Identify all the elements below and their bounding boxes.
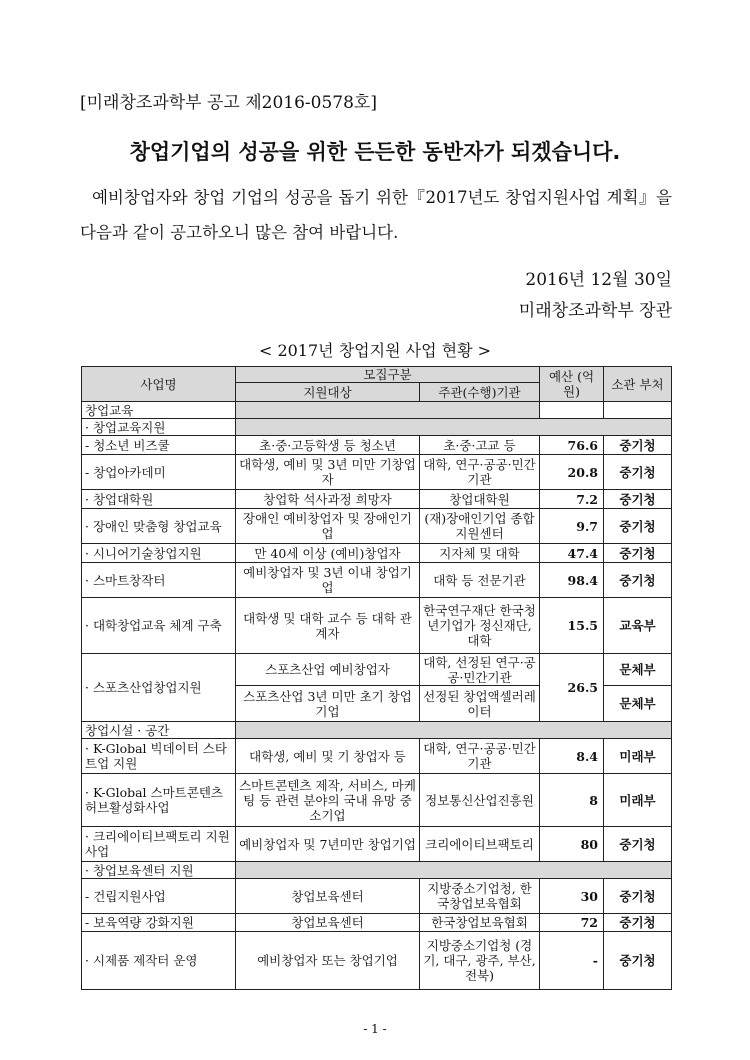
category-row [82, 722, 672, 739]
budget-cell: 76.6 [540, 436, 604, 455]
subcategory-row [82, 419, 672, 436]
header-budget: 예산 (억원) [540, 367, 604, 402]
table-row [82, 932, 672, 990]
budget-cell: 98.4 [540, 563, 604, 598]
table-row [82, 914, 672, 932]
table-row [82, 509, 672, 544]
dept-cell: 중기청 [604, 827, 672, 862]
program-name: · 대학창업교육 체계 구축 [82, 598, 236, 654]
agency-cell: 정보통신산업진흥원 [420, 774, 540, 827]
budget-cell: 20.8 [540, 455, 604, 490]
budget-cell: 15.5 [540, 598, 604, 654]
dept-cell: 문체부 [604, 654, 672, 686]
budget-cell: 30 [540, 879, 604, 914]
header-agency: 주관(수행)기관 [420, 383, 540, 402]
dept-cell: 중기청 [604, 544, 672, 563]
agency-cell: 대학, 연구·공공·민간기관 [420, 455, 540, 490]
dept-cell: 문체부 [604, 686, 672, 722]
agency-cell: 창업대학원 [420, 490, 540, 509]
dept-cell: 중기청 [604, 914, 672, 932]
header-program: 사업명 [82, 367, 236, 402]
intro-paragraph: 예비창업자와 창업 기업의 성공을 돕기 위한『2017년도 창업지원사업 계획』을 다음과 같이 공고하오니 많은 참여 바랍니다. [80, 188, 672, 242]
minister-signature: 미래창조과학부 장관 [518, 301, 672, 321]
agency-cell: 대학, 선정된 연구·공공·민간기관 [420, 654, 540, 686]
subcategory-label: · 창업교육지원 [82, 419, 236, 436]
program-name: - 청소년 비즈쿨 [82, 436, 236, 455]
target-cell: 대학생, 예비 및 3년 미만 기창업자 [236, 455, 420, 490]
program-name: - 건립지원사업 [82, 879, 236, 914]
agency-cell: 한국창업보육협회 [420, 914, 540, 932]
dept-cell: 미래부 [604, 739, 672, 774]
category-label: 창업교육 [82, 402, 236, 419]
agency-cell: 초·중·고교 등 [420, 436, 540, 455]
dept-cell: 중기청 [604, 509, 672, 544]
target-cell: 예비창업자 및 3년 이내 창업기업 [236, 563, 420, 598]
target-cell: 만 40세 이상 (예비)창업자 [236, 544, 420, 563]
agency-cell: 대학, 연구·공공·민간기관 [420, 739, 540, 774]
header-target: 지원대상 [236, 383, 420, 402]
dept-cell: 중기청 [604, 932, 672, 990]
program-name: · 스마트창작터 [82, 563, 236, 598]
target-cell: 창업학 석사과정 희망자 [236, 490, 420, 509]
target-cell: 창업보육센터 [236, 879, 420, 914]
dept-cell: 교육부 [604, 598, 672, 654]
target-cell: 장애인 예비창업자 및 장애인기업 [236, 509, 420, 544]
dept-cell: 중기청 [604, 563, 672, 598]
target-cell: 초·중·고등학생 등 청소년 [236, 436, 420, 455]
program-name: · K-Global 빅데이터 스타트업 지원 [82, 739, 236, 774]
dept-cell: 중기청 [604, 455, 672, 490]
startup-program-table [81, 366, 672, 990]
program-name: · 시제품 제작터 운영 [82, 932, 236, 990]
budget-cell: 7.2 [540, 490, 604, 509]
target-cell: 예비창업자 및 7년미만 창업기업 [236, 827, 420, 862]
header-row [82, 367, 672, 383]
table-row [82, 544, 672, 563]
target-cell: 대학생, 예비 및 기 창업자 등 [236, 739, 420, 774]
target-cell: 창업보육센터 [236, 914, 420, 932]
program-name: - 보육역량 강화지원 [82, 914, 236, 932]
program-name: · K-Global 스마트콘텐츠 허브활성화사업 [82, 774, 236, 827]
agency-cell: 선정된 창업액셀러레이터 [420, 686, 540, 722]
headline: 창업기업의 성공을 위한 든든한 동반자가 되겠습니다. [129, 140, 621, 164]
agency-cell: 크리에이티브팩토리 [420, 827, 540, 862]
agency-cell: (재)장애인기업 종합지원센터 [420, 509, 540, 544]
target-cell: 스마트콘텐츠 제작, 서비스, 마케팅 등 관련 분야의 국내 유망 중소기업 [236, 774, 420, 827]
table-row [82, 879, 672, 914]
table-title: < 2017년 창업지원 사업 현황 > [258, 341, 492, 360]
budget-cell: 80 [540, 827, 604, 862]
dept-cell: 미래부 [604, 774, 672, 827]
dept-cell: 중기청 [604, 879, 672, 914]
page-number: - 1 - [363, 1022, 387, 1036]
subcategory-row [82, 862, 672, 879]
dept-cell: 중기청 [604, 436, 672, 455]
target-cell: 예비창업자 또는 창업기업 [236, 932, 420, 990]
program-name: - 창업아카데미 [82, 455, 236, 490]
budget-cell: 47.4 [540, 544, 604, 563]
table-row [82, 563, 672, 598]
table-row [82, 739, 672, 774]
subcategory-label: · 창업보육센터 지원 [82, 862, 236, 879]
program-name: · 창업대학원 [82, 490, 236, 509]
program-name: · 크리에이티브팩토리 지원사업 [82, 827, 236, 862]
header-recruit-group: 모집구분 [236, 367, 540, 383]
agency-cell: 한국연구재단 한국청년기업가 정신재단, 대학 [420, 598, 540, 654]
program-name: · 시니어기술창업지원 [82, 544, 236, 563]
dept-cell: 중기청 [604, 490, 672, 509]
header-dept: 소관 부처 [604, 367, 672, 402]
program-name: · 장애인 맞춤형 창업교육 [82, 509, 236, 544]
target-cell: 대학생 및 대학 교수 등 대학 관계자 [236, 598, 420, 654]
agency-cell: 지자체 및 대학 [420, 544, 540, 563]
budget-cell: - [540, 932, 604, 990]
table-row [82, 436, 672, 455]
announcement-date: 2016년 12월 30일 [525, 270, 672, 290]
table-row [82, 827, 672, 862]
category-label: 창업시설 · 공간 [82, 722, 236, 739]
table-row [82, 774, 672, 827]
program-name: · 스포츠산업창업지원 [82, 654, 236, 722]
budget-cell: 8.4 [540, 739, 604, 774]
agency-cell: 대학 등 전문기관 [420, 563, 540, 598]
budget-cell: 8 [540, 774, 604, 827]
budget-cell: 26.5 [540, 654, 604, 722]
table-row [82, 598, 672, 654]
budget-cell: 9.7 [540, 509, 604, 544]
target-cell: 스포츠산업 예비창업자 [236, 654, 420, 686]
table-row [82, 654, 672, 686]
target-cell: 스포츠산업 3년 미만 초기 창업기업 [236, 686, 420, 722]
table-row [82, 490, 672, 509]
table-row [82, 455, 672, 490]
notice-number: [미래창조과학부 공고 제2016-0578호] [80, 93, 377, 113]
agency-cell: 지방중소기업청, 한국창업보육협회 [420, 879, 540, 914]
category-row [82, 402, 672, 419]
agency-cell: 지방중소기업청 (경기, 대구, 광주, 부산, 전북) [420, 932, 540, 990]
budget-cell: 72 [540, 914, 604, 932]
